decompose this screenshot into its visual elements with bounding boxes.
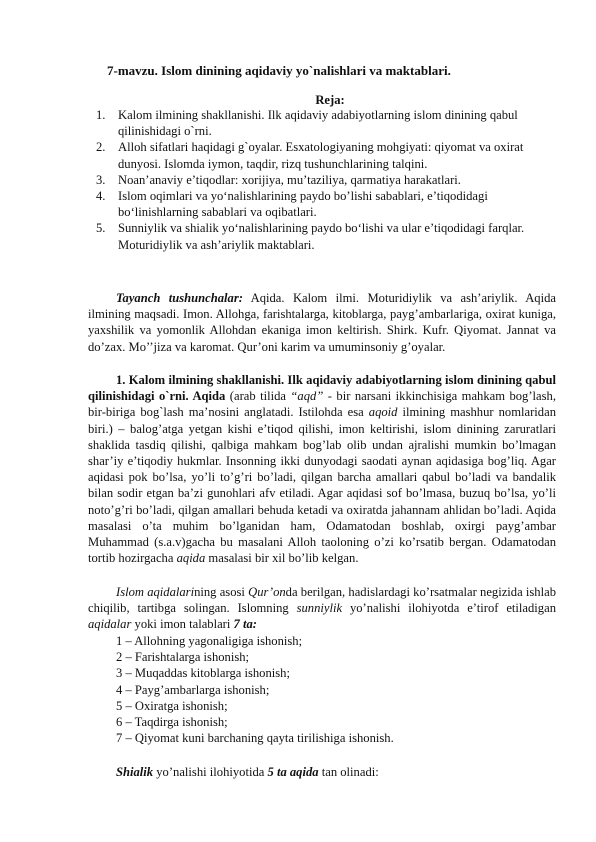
list-item: 5 – Oxiratga ishonish; [116, 698, 228, 713]
plan-item-number: 1. [96, 108, 106, 122]
plan-item-text: Islom oqimlari va yo‘nalishlarining paydo bo’lishi sabablari, e’tiqodidagi bo‘linishlarning sabablari va oqibatlari. [118, 189, 488, 220]
list-item: 7 – Qiyomat kuni barchaning qayta tirilishiga ishonish. [116, 731, 394, 746]
plan-item [96, 220, 556, 252]
body-text-italic: sunniylik [296, 601, 343, 616]
body-text: (arab tilida [225, 389, 291, 404]
body-text-italic: aqoid [368, 405, 398, 420]
term-aqida: Aqida [192, 389, 226, 404]
plan-item-number: 3. [96, 172, 106, 187]
plan-heading: Reja: [315, 93, 345, 107]
body-text-bold-italic: 5 ta aqida [267, 765, 319, 779]
section-1-paragraph [88, 372, 556, 566]
section-1-heading: 1. Kalom ilmining shakllanishi. Ilk aqidaviy adabiyotlarning islom dinining qabul qilinishidagi o`rni. [88, 373, 556, 404]
plan-item [96, 139, 556, 171]
list-item: 3 – Muqaddas kitoblarga ishonish; [116, 666, 290, 681]
body-text: tan olinadi: [318, 765, 379, 779]
plan-item-number: 2. [96, 140, 106, 155]
list-item: 1 – Allohning yagonaligiga ishonish; [116, 634, 303, 648]
imon-list [116, 633, 556, 746]
key-concepts-paragraph [88, 290, 556, 355]
key-concepts-label: Tayanch tushunchalar: [116, 291, 243, 305]
plan-item-text: Alloh sifatlari haqidagi g`oyalar. Esxatologiyaning mohgiyati: qiyomat va oxirat dunyosi. Islomda iymon, taqdir, rizq tushunchlarining talqini. [118, 140, 524, 171]
plan-item-number: 4. [96, 189, 106, 204]
plan-item [96, 172, 556, 188]
body-text-italic: Islom aqidalari [116, 585, 195, 599]
islam-creeds-paragraph [88, 584, 556, 633]
shialik-paragraph [88, 764, 556, 780]
list-item: 4 – Payg’ambarlarga ishonish; [116, 682, 270, 697]
page-title: 7-mavzu. Islom dinining aqidaviy yo`nalishlari va maktablari. [107, 63, 451, 78]
list-item: 6 – Taqdirga ishonish; [116, 715, 228, 730]
plan-item-text: Noan’anaviy e’tiqodlar: xorijiya, mu’taziliya, qarmatiya harakatlari. [118, 172, 461, 187]
plan-item-number: 5. [96, 221, 106, 236]
key-concepts-text: Aqida. Kalom ilmi. Moturidiylik va ash’ariylik. Aqida ilmining maqsadi. Imon. Allohga, farishtalarga, kitoblarga, payg’ambarlariga, oxirat kuniga, yaxshilik va yomonlik Allohdan ekaniga imon keltirish. Shirk. Kufr. Qiyomat. Jannat va do’zax. Mo’’jiza va karomat. Qur’oni karim va umuminsoniy g’oyalar. [88, 291, 556, 354]
plan-item [96, 188, 556, 220]
body-text: - bir narsani ikkinchisiga mahkam bog’lash, bir-biriga bog`lash ma’nosini anglatadi. Istilohda esa [88, 389, 556, 420]
body-text-bold-italic: 7 ta: [233, 617, 257, 632]
plan-item [96, 107, 556, 139]
body-text-italic: aqida [176, 551, 206, 566]
body-text: da berilgan, hadislardagi ko’rsatmalar negizida ishlab chiqilib, tartibga solingan. Islomning [88, 585, 556, 616]
body-text-italic: aqidalar [88, 617, 132, 632]
plan-item-text: Sunniylik va shialik yo‘nalishlarining paydo bo‘lishi va ular e’tiqodidagi farqlar. Moturidiylik va ash’ariylik maktablari. [118, 221, 525, 252]
plan-list [96, 107, 556, 253]
body-text: yo’nalishi ilohiyotida [153, 765, 268, 779]
body-text: ning asosi [194, 585, 249, 599]
body-text: yo’nalishi ilohiyotda e’tirof etiladigan [342, 601, 556, 616]
body-text: masalasi bir xil bo’lib kelgan. [205, 551, 359, 566]
body-text-italic: Qur’on [248, 585, 286, 599]
body-text-bold-italic: Shialik [116, 765, 154, 779]
body-text-italic: “aqd” [290, 389, 324, 404]
body-text: ilmining mashhur nomlaridan biri.) – balog’atga yetgan kishi e’tiqod qilishi, imon keltirishi, islom dinining zaruratlari shaklida tasdiq qilishi, qalbiga mahkam bog’lab olib undan ajralishi mumkin bo’lmagan shar’iy e’tiqodiy hukmlar. Insonning ikki dunyodagi saodati aynan aqidasiga bog’liq. Agar aqidasi pok bo’lsa, yo’li to’g’ri bo’ladi, qilgan barcha amallari qabul bo’ladi va bandalik bilan sodir etgan ba’zi gunohlari afv etiladi. Agar aqidasi sof bo’lmasa, buzuq bo’lsa, yo’li noto’g’ri bo’ladi, qilgan amallari behuda ketadi va oxiratda jahannam ahlidan bo’ladi. Aqida masalasi o’ta muhim bo’lganidan ham, Odamatodan boshlab, oxirgi payg’ambar Muhammad (s.a.v)gacha bu masalani Alloh taoloning o’zi ko’rsatib bergan. Odamatodan tortib hozirgacha [88, 405, 556, 566]
body-text: yoki imon talablari [131, 617, 234, 632]
list-item: 2 – Farishtalarga ishonish; [116, 650, 250, 665]
plan-item-text: Kalom ilmining shakllanishi. Ilk aqidaviy adabiyotlarning islom dinining qabul qilinishidagi o`rni. [118, 108, 518, 139]
